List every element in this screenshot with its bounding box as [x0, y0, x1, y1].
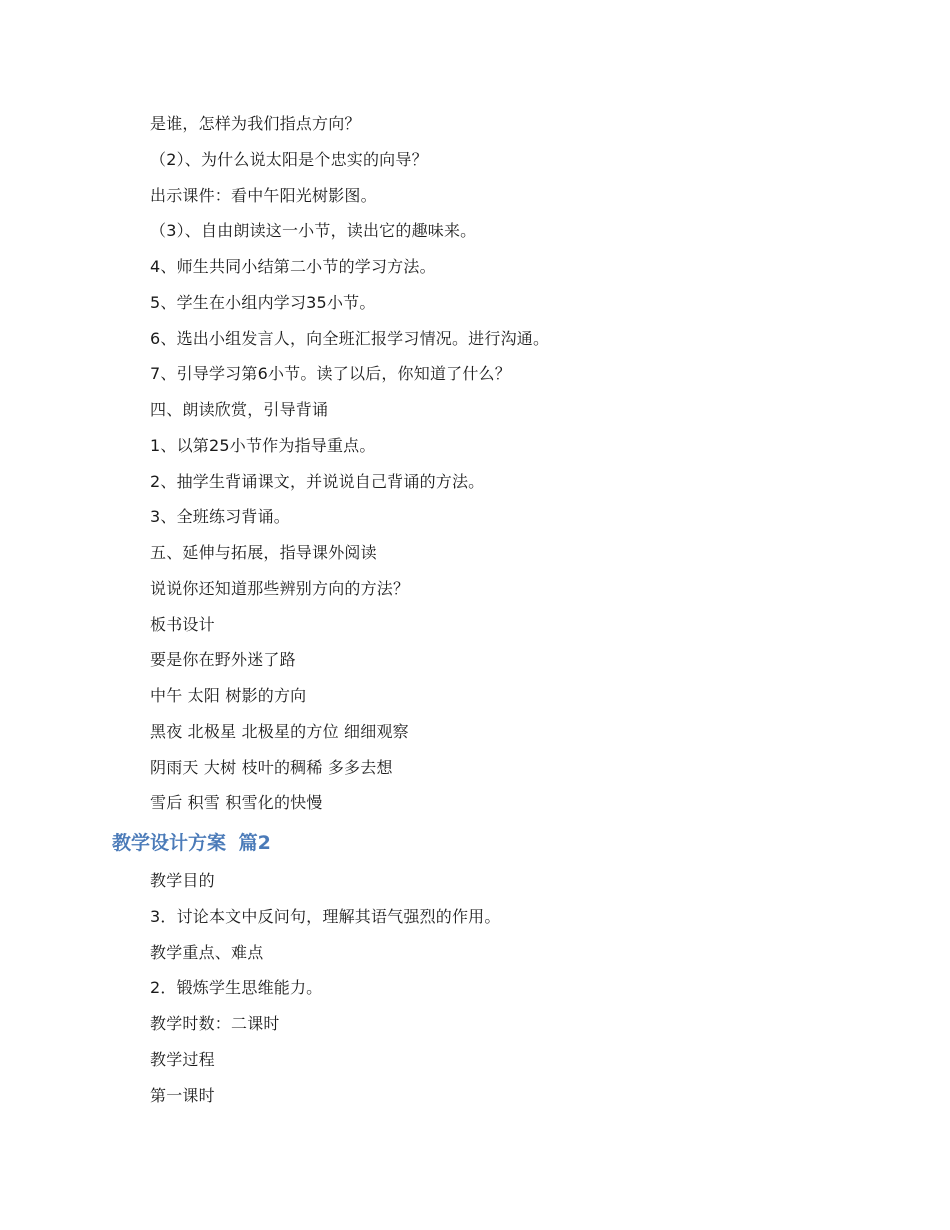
paragraph: 五、延伸与拓展，指导课外阅读 [150, 543, 377, 562]
paragraph: （3）、自由朗读这一小节，读出它的趣味来。 [150, 221, 477, 240]
paragraph: 3、全班练习背诵。 [150, 507, 290, 526]
paragraph: 3．讨论本文中反问句，理解其语气强烈的作用。 [150, 907, 501, 926]
paragraph: 1、以第25小节作为指导重点。 [150, 436, 376, 455]
paragraph: 出示课件：看中午阳光树影图。 [150, 186, 377, 205]
paragraph: 说说你还知道那些辨别方向的方法？ [150, 579, 410, 598]
paragraph: 教学重点、难点 [150, 943, 264, 962]
paragraph: 是谁，怎样为我们指点方向？ [150, 114, 361, 133]
paragraph: 黑夜 北极星 北极星的方位 细细观察 [150, 722, 409, 741]
paragraph: （2）、为什么说太阳是个忠实的向导？ [150, 150, 428, 169]
paragraph: 5、学生在小组内学习35小节。 [150, 293, 376, 312]
section-heading [112, 831, 271, 855]
paragraph: 教学时数：二课时 [150, 1014, 280, 1033]
paragraph: 教学过程 [150, 1050, 215, 1069]
paragraph: 中午 太阳 树影的方向 [150, 686, 307, 705]
paragraph: 教学目的 [150, 871, 215, 890]
paragraph: 要是你在野外迷了路 [150, 650, 296, 669]
paragraph: 2．锻炼学生思维能力。 [150, 978, 323, 997]
heading-title: 教学设计方案 [112, 832, 227, 854]
paragraph: 板书设计 [150, 615, 215, 634]
heading-part: 篇2 [238, 832, 271, 854]
paragraph: 2、抽学生背诵课文，并说说自己背诵的方法。 [150, 472, 485, 491]
paragraph: 阴雨天 大树 枝叶的稠稀 多多去想 [150, 758, 393, 777]
paragraph: 6、选出小组发言人，向全班汇报学习情况。进行沟通。 [150, 329, 550, 348]
paragraph: 7、引导学习第6小节。读了以后，你知道了什么？ [150, 364, 511, 383]
paragraph: 第一课时 [150, 1086, 215, 1105]
paragraph: 四、朗读欣赏，引导背诵 [150, 400, 329, 419]
paragraph: 雪后 积雪 积雪化的快慢 [150, 793, 323, 812]
paragraph: 4、师生共同小结第二小节的学习方法。 [150, 257, 436, 276]
